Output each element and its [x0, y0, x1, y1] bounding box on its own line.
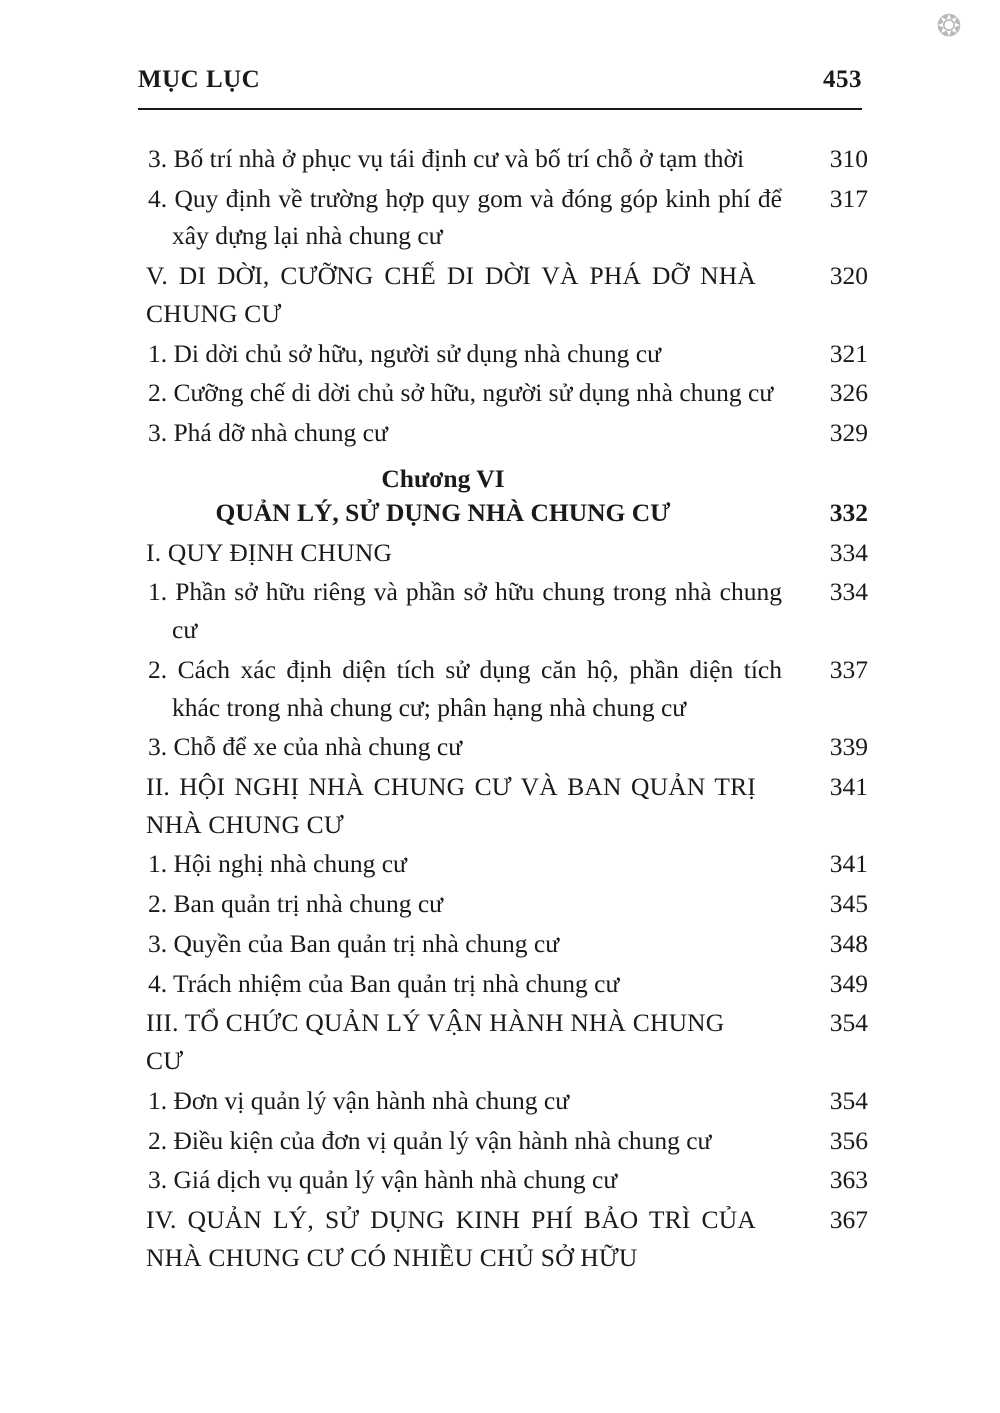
- toc-entry-text: 3. Quyền của Ban quản trị nhà chung cư: [148, 928, 560, 958]
- toc-entry-text: 3. Phá dỡ nhà chung cư: [148, 418, 388, 448]
- toc-entry[interactable]: [138, 1201, 868, 1276]
- toc-entry-text: 1. Đơn vị quản lý vận hành nhà chung cư: [148, 1085, 570, 1115]
- toc-entry-text: 3. Chỗ để xe của nhà chung cư: [148, 732, 463, 762]
- toc-entry-text: 3. Bố trí nhà ở phục vụ tái định cư và bố trí chỗ ở tạm thời: [148, 144, 745, 173]
- toc-entry[interactable]: [138, 728, 868, 766]
- toc-entry-text: IV. QUẢN LÝ, SỬ DỤNG KINH PHÍ BẢO TRÌ CỦA NHÀ CHUNG CƯ CÓ NHIỀU CHỦ SỞ HỮU: [146, 1205, 756, 1272]
- toc-entry-page: 348: [829, 928, 868, 958]
- toc-entry-text: 4. Quy định về trường hợp quy gom và đóng góp kinh phí để xây dựng lại nhà chung cư: [148, 183, 782, 251]
- toc-entry-page: 339: [829, 732, 868, 762]
- toc-entry[interactable]: [138, 140, 868, 178]
- toc-entry[interactable]: [138, 494, 868, 532]
- running-head: [138, 66, 862, 94]
- toc-entry[interactable]: [138, 180, 868, 255]
- toc-entry-text: V. DI DỜI, CƯỠNG CHẾ DI DỜI VÀ PHÁ DỠ NHÀ CHUNG CƯ: [146, 261, 756, 328]
- toc-entry[interactable]: [138, 768, 868, 843]
- toc-entry-page: 332: [829, 497, 868, 527]
- toc-entry-page: 310: [829, 144, 868, 173]
- toc-entry-page: 334: [829, 577, 868, 607]
- toc-entry[interactable]: [138, 651, 868, 726]
- toc-entry-page: 356: [829, 1125, 868, 1155]
- toc-entry[interactable]: [138, 1161, 868, 1199]
- toc-entry[interactable]: [138, 965, 868, 1003]
- toc-entry-text: 2. Điều kiện của đơn vị quản lý vận hành nhà chung cư: [148, 1125, 712, 1155]
- toc-entry[interactable]: [138, 1122, 868, 1160]
- toc-entry-page: 317: [829, 183, 868, 213]
- toc-entry[interactable]: [138, 257, 868, 332]
- toc-entry-page: 341: [829, 772, 868, 802]
- toc-entry[interactable]: [138, 573, 868, 648]
- toc-entry-text: 1. Hội nghị nhà chung cư: [148, 849, 407, 879]
- toc-entry[interactable]: [138, 925, 868, 963]
- toc-entry-page: 354: [829, 1085, 868, 1115]
- toc-entry[interactable]: [138, 374, 868, 412]
- toc-entry-text: 2. Cách xác định diện tích sử dụng căn hộ, phần diện tích khác trong nhà chung cư; phân hạng nhà chung cư: [148, 654, 782, 722]
- toc-entry-page: 363: [829, 1165, 868, 1195]
- toc-entry-page: 321: [829, 338, 868, 368]
- toc-entry-page: 349: [829, 968, 868, 998]
- toc-entry-page: 345: [829, 889, 868, 919]
- toc-entry-page: 320: [829, 261, 868, 291]
- toc-entry[interactable]: [138, 335, 868, 373]
- toc-entry-text: 1. Phần sở hữu riêng và phần sở hữu chung trong nhà chung cư: [148, 577, 782, 645]
- toc-entry-page: 326: [829, 378, 868, 408]
- toc-entry-page: 354: [829, 1008, 868, 1038]
- toc-list: [138, 140, 868, 1279]
- toc-entry[interactable]: [138, 885, 868, 923]
- toc-entry-page: 329: [829, 418, 868, 448]
- toc-entry-page: 341: [829, 849, 868, 879]
- chapter-label-text: Chương VI: [381, 463, 505, 493]
- toc-entry[interactable]: [138, 845, 868, 883]
- header-rule: [138, 108, 862, 110]
- toc-entry-page: 367: [829, 1205, 868, 1235]
- toc-entry-page: 337: [829, 654, 868, 684]
- toc-entry-page: 334: [829, 537, 868, 567]
- toc-entry[interactable]: [138, 1082, 868, 1120]
- toc-entry-text: 2. Cưỡng chế di dời chủ sở hữu, người sử dụng nhà chung cư: [148, 378, 774, 408]
- running-head-title: MỤC LỤC: [138, 66, 261, 93]
- toc-entry-text: 1. Di dời chủ sở hữu, người sử dụng nhà chung cư: [148, 338, 661, 368]
- toc-entry-text: QUẢN LÝ, SỬ DỤNG NHÀ CHUNG CƯ: [215, 497, 671, 527]
- toc-entry-text: II. HỘI NGHỊ NHÀ CHUNG CƯ VÀ BAN QUẢN TRỊ NHÀ CHUNG CƯ: [146, 772, 756, 839]
- toc-chapter-label: [138, 454, 868, 494]
- toc-entry-text: 4. Trách nhiệm của Ban quản trị nhà chung cư: [148, 968, 620, 998]
- toc-entry-text: III. TỔ CHỨC QUẢN LÝ VẬN HÀNH NHÀ CHUNG CƯ: [146, 1008, 725, 1076]
- toc-entry-text: 2. Ban quản trị nhà chung cư: [148, 889, 443, 919]
- toc-entry-text: 3. Giá dịch vụ quản lý vận hành nhà chung cư: [148, 1165, 618, 1195]
- toc-entry[interactable]: [138, 534, 868, 572]
- page-number: 453: [823, 66, 862, 93]
- toc-entry-text: I. QUY ĐỊNH CHUNG: [146, 537, 393, 567]
- asterisk-icon: ❂: [936, 10, 962, 43]
- toc-entry[interactable]: [138, 414, 868, 452]
- toc-entry[interactable]: [138, 1004, 868, 1079]
